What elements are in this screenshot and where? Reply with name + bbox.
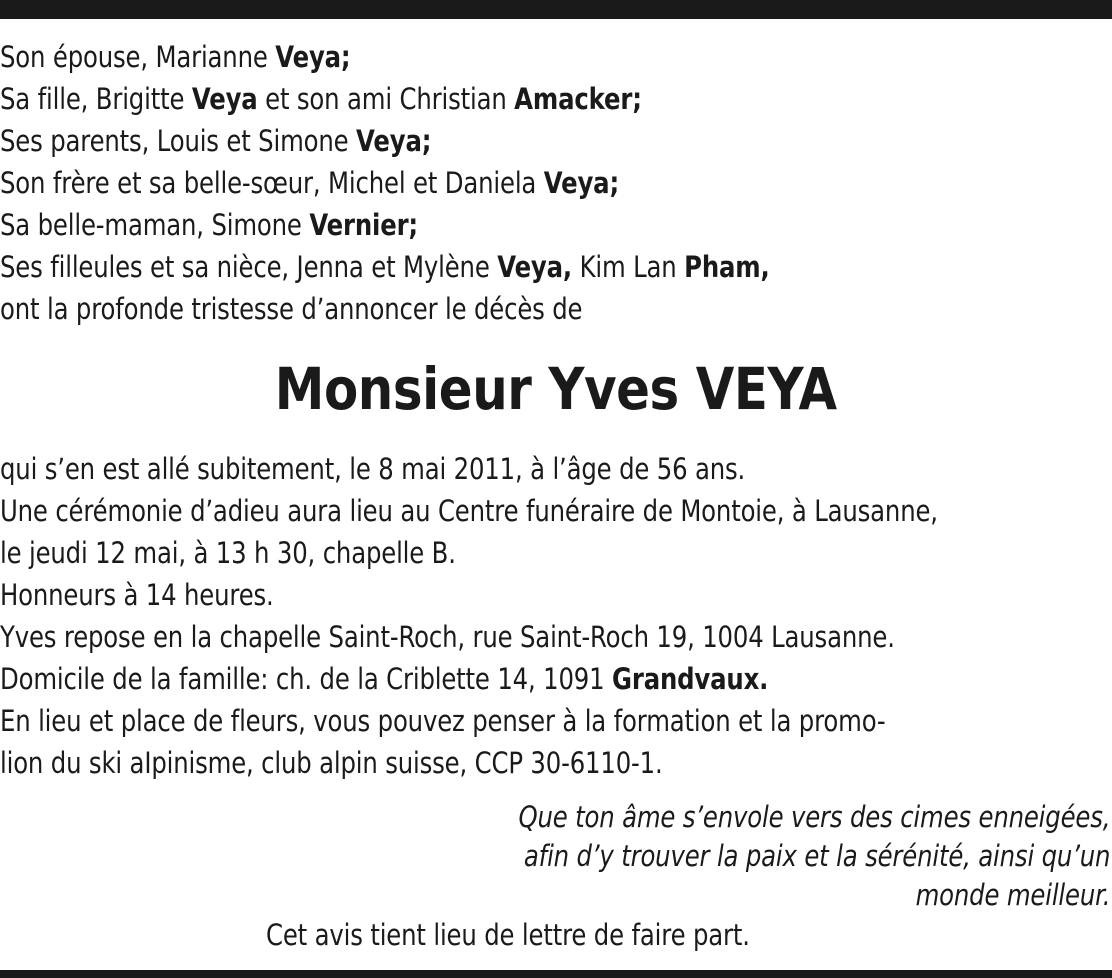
detail-line: le jeudi 12 mai, à 13 h 30, chapelle B. — [0, 536, 456, 570]
detail-line: Honneurs à 14 heures. — [0, 578, 274, 612]
bottom-rule — [0, 970, 1112, 978]
top-rule — [0, 0, 1112, 19]
detail-line: Yves repose en la chapelle Saint-Roch, rue Saint-Roch 19, 1004 Lausanne. — [0, 620, 895, 654]
detail-line: lion du ski aIpinisme, club alpin suisse, CCP 30-6110-1. — [0, 746, 663, 780]
quote-line: monde meilleur. — [915, 878, 1111, 912]
detail-line: En lieu et place de fleurs, vous pouvez penser à la formation et la promo- — [0, 704, 886, 738]
closing-note: Cet avis tient lieu de lettre de faire part. — [266, 918, 750, 952]
family-line: Son épouse, Marianne Veya; — [0, 40, 351, 74]
detail-line: Une cérémonie d’adieu aura lieu au Centre funéraire de Montoie, à Lausanne, — [0, 494, 938, 528]
obituary-notice — [0, 36, 1112, 915]
detail-line: Domicile de la famille: ch. de la Criblette 14, 1091 Grandvaux. — [0, 662, 769, 696]
quote-block — [0, 798, 1112, 915]
quote-line: afin d’y trouver la paix et la sérénité, ainsi qu’un — [523, 839, 1111, 873]
family-line: Ses parents, Louis et Simone Veya; — [0, 124, 432, 158]
family-line: Ses filleules et sa nièce, Jenna et Mylène Veya, Kim Lan Pham, — [0, 250, 770, 284]
detail-line: qui s’en est allé subitement, le 8 mai 2011, à l’âge de 56 ans. — [0, 452, 746, 486]
details-list — [0, 448, 1112, 784]
announcement-line: ont la profonde tristesse d’annoncer le décès de — [0, 292, 583, 326]
deceased-name: Monsieur Yves VEYA — [275, 355, 837, 423]
family-line: Sa belle-maman, Simone Vernier; — [0, 208, 419, 242]
family-line: Son frère et sa belle-sœur, Michel et Daniela Veya; — [0, 166, 620, 200]
family-line: Sa fille, Brigitte Veya et son ami Christian Amacker; — [0, 82, 642, 116]
deceased-name-block — [0, 330, 1112, 448]
family-list — [0, 36, 1112, 330]
quote-line: Que ton âme s’envole vers des cimes enneigées, — [518, 800, 1111, 834]
